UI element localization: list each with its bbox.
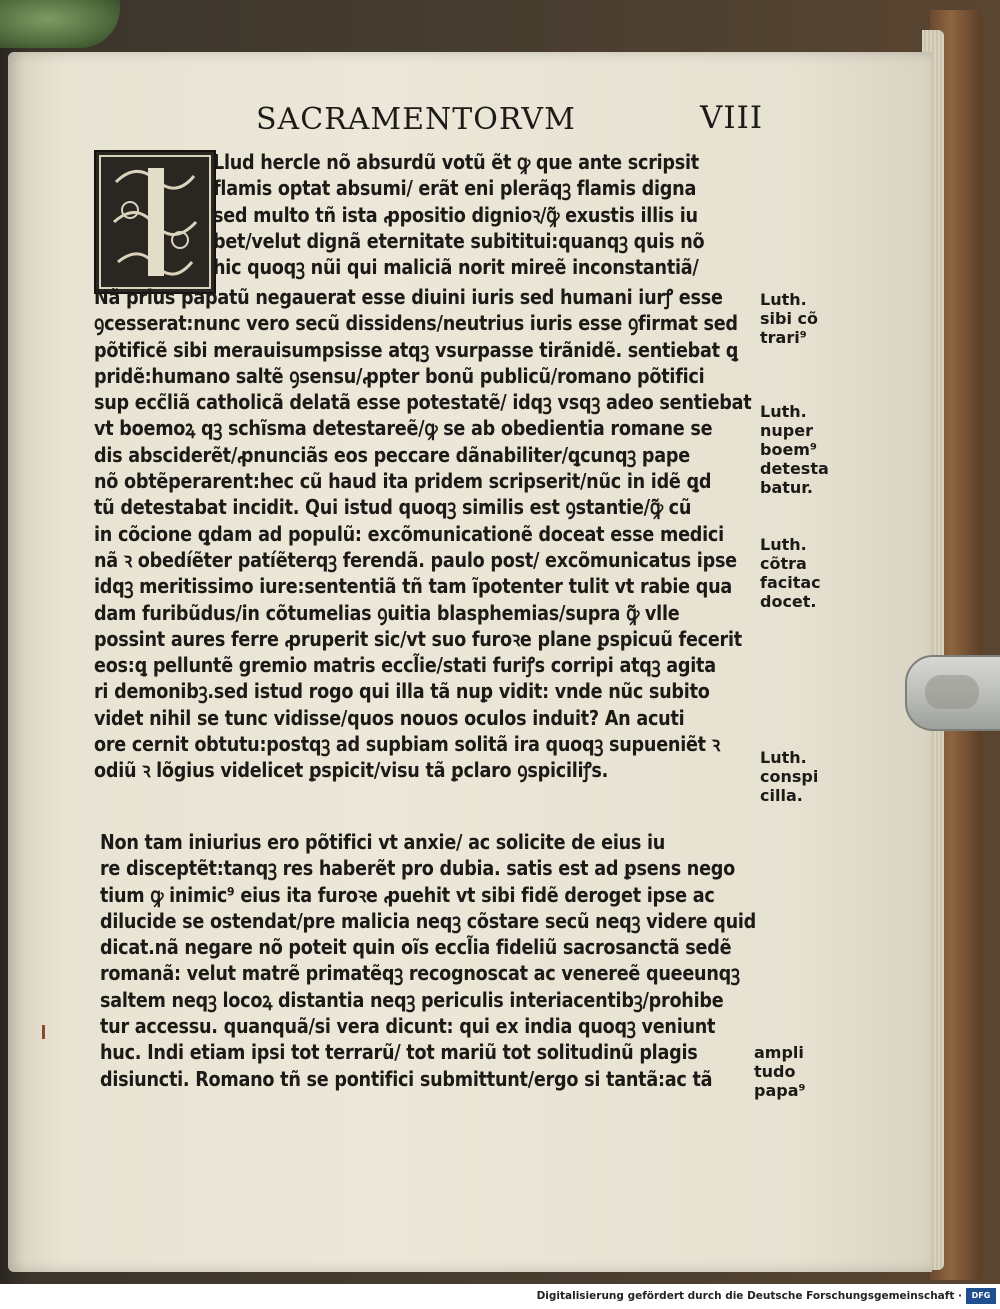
text-line: tur accessu. quanquã/si vera dicunt: qui ex india quoqꝫ veniunt (100, 1014, 716, 1039)
text-line: dilucide se ostendat/pre malicia neqꝫ cõstare secũ neqꝫ videre quid (100, 908, 757, 933)
marginal-note-line: Luth. (760, 402, 807, 421)
marginal-note-line: trari⁹ (760, 328, 807, 347)
text-line: eos:ꝗ pelluntẽ gremio matris eccl̃ie/stati furiꝭs corripi atqꝫ agita (94, 653, 716, 678)
decorated-initial (94, 150, 216, 294)
running-head: SACRAMENTORVM (256, 102, 576, 137)
marginal-note-line: batur. (760, 478, 813, 497)
paragraph-1-opening (213, 149, 704, 280)
marginal-note-line: detesta (760, 459, 829, 478)
marginal-note-line: tudo (754, 1062, 796, 1081)
text-line: in cõcione ꝗdam ad populũ: excõmunicationẽ doceat esse medici (94, 521, 724, 546)
text-line: ri demonibꝫ.sed istud rogo qui illa tã nuꝑ vidit: vnde nũc subito (94, 679, 710, 704)
marginal-note-line: Luth. (760, 290, 807, 309)
marginal-note-line: sibi cõ (760, 309, 818, 328)
footer-credit: Digitalisierung gefördert durch die Deutsche Forschungsgemeinschaft · (536, 1290, 962, 1302)
text-line: põtificẽ sibi merauisumpsisse atqꝫ vsurpasse tirãnidẽ. sentiebat ꝗ (94, 337, 739, 362)
text-line: tium ꝙ inimic⁹ eius ita furoꝛe ꝓuehit vt sibi fidẽ deroget ipse ac (100, 882, 715, 907)
text-line: videt nihil se tunc vidisse/quos nouos oculos induit? An acuti (94, 705, 685, 730)
marginal-note-line: nuper (760, 421, 813, 440)
text-line: ore cernit obtutu:postqꝫ ad supbiam solitã ira quoqꝫ supueniẽt ꝛ (94, 732, 720, 757)
page-annotation-mark (42, 1025, 45, 1039)
text-line: dis absciderẽt/ꝓnunciãs eos peccare dãnabiliter/ꝗcunqꝫ pape (94, 442, 691, 467)
marginal-note-line: cõtra (760, 554, 807, 573)
marginal-note-line: facitac (760, 573, 821, 592)
marginal-note-line: ampli (754, 1043, 804, 1062)
digitization-footer (0, 1284, 1000, 1309)
bookmark-ribbon (0, 0, 120, 48)
dfg-logo-icon: DFG (966, 1288, 996, 1304)
clasp-hole (925, 675, 979, 709)
text-line: sup ecc̃liã catholicã delatã esse potestatẽ/ idqꝫ vsqꝫ adeo sentiebat (94, 390, 752, 415)
text-line: re disceptẽt:tanqꝫ res haberẽt pro dubia. satis est ad ꝑsens nego (100, 856, 736, 881)
text-line: bet/velut dignã eternitate subititui:quanqꝫ quis nõ (213, 228, 705, 253)
text-line: Llud hercle nõ absurdũ votũ ẽt ꝙ que ante scripsit (213, 150, 699, 174)
text-line: huc. Indi etiam ipsi tot terrarũ/ tot mariũ tot solitudinũ plagis (100, 1040, 698, 1065)
text-line: Non tam iniurius ero põtifici vt anxie/ ac solicite de eius iu (100, 830, 666, 854)
text-line: pridẽ:humano saltẽ ꝯsensu/ꝓpter bonũ publicũ/romano põtifici (94, 363, 705, 388)
text-line: possint aures ferre ꝓruperit sic/vt suo furoꝛe plane ꝑspicuũ fecerit (94, 626, 742, 651)
text-line: disiuncti. Romano tñ se pontifici submittunt/ergo si tantã:ac tã (100, 1066, 713, 1091)
folio-number: VIII (700, 100, 764, 136)
marginal-note (760, 402, 829, 497)
marginal-note (760, 290, 818, 347)
text-line: nõ obtẽperarent:hec cũ haud ita pridem scripserit/nũc in idẽ ꝗd (94, 469, 712, 494)
marginal-note (760, 748, 818, 805)
text-line: flamis optat absumi/ erãt eni plerãqꝫ flamis digna (213, 176, 697, 201)
text-line: vt boemoꝝ qꝫ schĩsma detestareẽ/ꝙ se ab obedientia romane se (94, 416, 713, 441)
marginal-note-line: Luth. (760, 535, 807, 554)
marginal-note-line: papa⁹ (754, 1081, 806, 1100)
book-clasp (905, 655, 1000, 731)
text-line: sed multo tñ ista ꝓpositio dignioꝛ/ꝙ̃ exustis illis iu (213, 202, 698, 227)
text-line: odiũ ꝛ lõgius videlicet ꝑspicit/visu tã ꝑclaro ꝯspiciliꝭs. (94, 758, 609, 783)
text-line: ꝯcesserat:nunc vero secũ dissidens/neutrius iuris esse ꝯfirmat sed (94, 311, 738, 336)
paragraph-2 (100, 829, 756, 1092)
text-line: dicat.nã negare nõ poteit quin oĩs eccl̃ia fideliũ sacrosanctã sedẽ (100, 935, 732, 960)
text-line: romanã: velut matrẽ primatẽqꝫ recognoscat ac venereẽ queeunqꝫ (100, 961, 740, 986)
text-line: Nã prius papatũ negauerat esse diuini iuris sed humani iurꝭ esse (94, 285, 723, 309)
text-line: tũ detestabat incidit. Qui istud quoqꝫ similis est ꝯstantie/ꝙ̃ cũ (94, 495, 692, 520)
text-line: nã ꝛ obedíẽter patíẽterqꝫ ferendã. paulo post/ excõmunicatus ipse (94, 547, 737, 572)
text-line: hic quoqꝫ nũi qui maliciã norit mireẽ inconstantiã/ (213, 255, 699, 280)
marginal-note-line: conspi (760, 767, 819, 786)
marginal-note (754, 1043, 806, 1100)
marginal-note-line: cilla. (760, 786, 803, 805)
text-line: saltem neqꝫ locoꝝ distantia neqꝫ periculis interiacentibꝫ/prohibe (100, 987, 724, 1012)
text-line: idqꝫ meritissimo iure:sententiã tñ tam ĩpotenter tulit vt rabie qua (94, 574, 733, 599)
marginal-note-line: Luth. (760, 748, 807, 767)
marginal-note-line: docet. (760, 592, 817, 611)
text-line: dam furibũdus/in cõtumelias ꝯuitia blasphemias/supra ꝙ̃ vlle (94, 600, 680, 625)
marginal-note (760, 535, 821, 611)
decorated-initial-ornament-icon (96, 152, 214, 292)
paragraph-1-body (94, 284, 751, 784)
marginal-note-line: boem⁹ (760, 440, 817, 459)
